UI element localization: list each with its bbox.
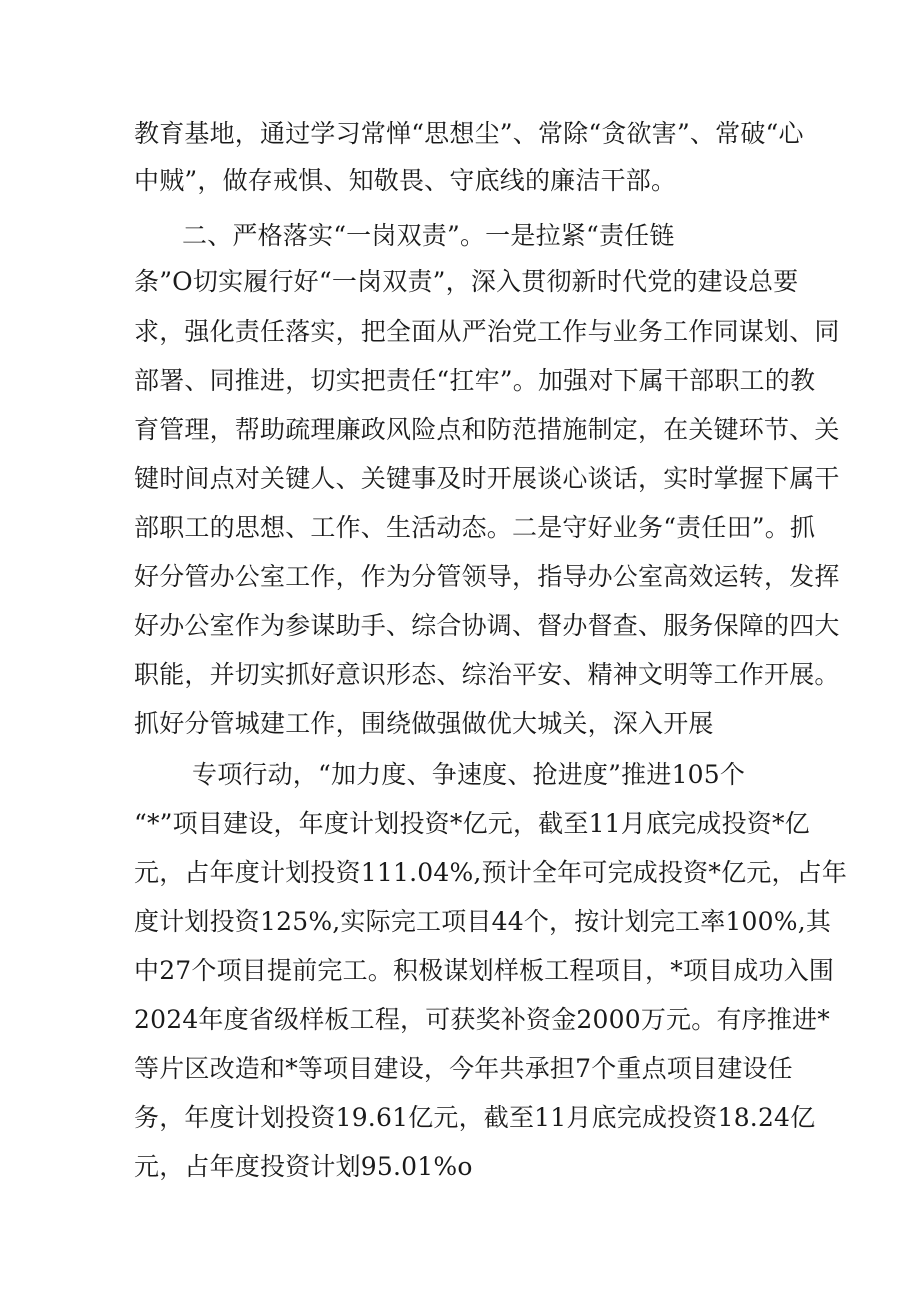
text-line: 职能，并切实抓好意识形态、综治平安、精神文明等工作开展。: [134, 660, 840, 689]
text-line: 务，年度计划投资19.61亿元，截至11月底完成投资18.24亿: [134, 1103, 816, 1132]
text-line: “*”项目建设，年度计划投资*亿元，截至11月底完成投资*亿: [134, 809, 810, 838]
text-line: 元，占年度投资计划95.01%o: [134, 1152, 473, 1181]
text-line: 部职工的思想、工作、生活动态。二是守好业务“责任田”。抓: [134, 513, 816, 542]
text-line: 抓好分管城建工作，围绕做强做优大城关，深入开展: [134, 709, 714, 738]
text-line: 度计划投资125%,实际完工项目44个，按计划完工率100%,其: [134, 907, 832, 936]
text-line: 键时间点对关键人、关键事及时开展谈心谈话，实时掌握下属干: [134, 464, 840, 493]
text-line: 教育基地，通过学习常惮“思想尘”、常除“贪欲害”、常破“心: [134, 119, 804, 148]
text-line: 好分管办公室工作，作为分管领导，指导办公室高效运转，发挥: [134, 562, 840, 591]
text-line: 育管理，帮助疏理廉政风险点和防范措施制定，在关键环节、关: [134, 415, 840, 444]
text-line: 专项行动，“加力度、争速度、抢进度”推进105个: [192, 760, 746, 789]
text-line: 元，占年度计划投资111.04%,预计全年可完成投资*亿元，占年: [134, 858, 848, 887]
text-line: 2024年度省级样板工程，可获奖补资金2000万元。有序推进*: [134, 1005, 830, 1034]
text-line: 中贼”，做存戒惧、知敬畏、守底线的廉洁干部。: [134, 166, 677, 195]
text-line: 好办公室作为参谋助手、综合协调、督办督查、服务保障的四大: [134, 611, 840, 640]
text-line: 等片区改造和*等项目建设，今年共承担7个重点项目建设任: [134, 1054, 793, 1083]
section-heading-line: 二、严格落实“一岗双责”。一是拉紧“责任链: [182, 221, 675, 250]
text-line: 条”O切实履行好“一岗双责”，深入贯彻新时代党的建设总要: [134, 267, 799, 296]
text-line: 中27个项目提前完工。积极谋划样板工程项目，*项目成功入围: [134, 956, 835, 985]
text-line: 部署、同推进，切实把责任“扛牢”。加强对下属干部职工的教: [134, 366, 816, 395]
text-line: 求，强化责任落实，把全面从严治党工作与业务工作同谋划、同: [134, 317, 840, 346]
